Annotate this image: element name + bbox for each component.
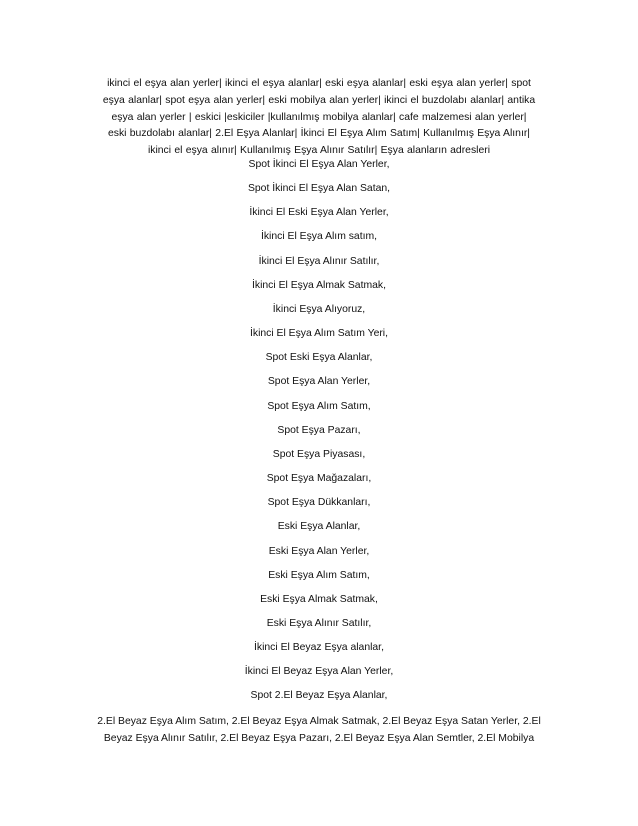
list-item: Spot Eşya Piyasası, <box>272 448 366 460</box>
list-item: Spot Eşya Pazarı, <box>277 424 361 436</box>
paragraph-line: eşya alan yerler | eskici |eskiciler |kullanılmış mobilya alanlar| cafe malzemesi alan yerler| <box>111 111 527 123</box>
list-item: İkinci El Eşya Alım satım, <box>260 231 378 243</box>
paragraph-line: 2.El Beyaz Eşya Alım Satım, 2.El Beyaz Eşya Almak Satmak, 2.El Beyaz Eşya Satan Yerler, 2.El <box>97 716 541 727</box>
list-item: İkinci El Eşya Almak Satmak, <box>252 279 386 291</box>
paragraph-line: ikinci el eşya alan yerler| ikinci el eşya alanlar| eski eşya alanlar| eski eşya alan yerler| spot <box>107 78 531 89</box>
list-item: İkinci El Eşya Alınır Satılır, <box>258 255 380 267</box>
list-item: Spot İkinci El Eşya Alan Yerler, <box>248 159 390 170</box>
paragraph-line: ikinci el eşya alınır| Kullanılmış Eşya Alınır Satılır| Eşya alanların adresleri <box>147 145 491 157</box>
keyword-paragraph <box>78 76 560 160</box>
list-item: Eski Eşya Alınır Satılır, <box>266 617 372 629</box>
list-item: İkinci El Beyaz Eşya Alan Yerler, <box>244 666 394 678</box>
list-item: İkinci El Eşya Alım Satım Yeri, <box>249 328 388 340</box>
list-item: Eski Eşya Alanlar, <box>277 521 361 533</box>
list-item: Spot Eşya Alım Satım, <box>267 400 371 412</box>
list-item: Spot Eşya Alan Yerler, <box>267 376 371 388</box>
paragraph-line: Beyaz Eşya Alınır Satılır, 2.El Beyaz Eşya Pazarı, 2.El Beyaz Eşya Alan Semtler, 2.El Mobilya <box>103 732 535 744</box>
list-item: Spot Eşya Mağazaları, <box>266 473 372 485</box>
paragraph-line: eşya alanlar| spot eşya alan yerler| eski mobilya alan yerler| ikinci el buzdolabı alanlar| antika <box>102 94 536 106</box>
list-item: Spot İkinci El Eşya Alan Satan, <box>247 183 391 195</box>
closing-paragraph <box>78 714 560 748</box>
list-item: Eski Eşya Alım Satım, <box>268 569 370 581</box>
list-item: Eski Eşya Alan Yerler, <box>268 545 370 557</box>
list-item: İkinci Eşya Alıyoruz, <box>272 303 366 315</box>
list-item: Spot 2.El Beyaz Eşya Alanlar, <box>250 690 388 702</box>
list-item: Spot Eşya Dükkanları, <box>267 497 371 509</box>
list-item: Eski Eşya Almak Satmak, <box>260 593 378 605</box>
keyword-list <box>0 153 638 709</box>
paragraph-line: eski buzdolabı alanlar| 2.El Eşya Alanlar| İkinci El Eşya Alım Satım| Kullanılmış Eşya Alınır| <box>108 128 530 140</box>
list-item: Spot Eski Eşya Alanlar, <box>265 352 373 364</box>
list-item: İkinci El Beyaz Eşya alanlar, <box>254 642 384 654</box>
list-item: İkinci El Eski Eşya Alan Yerler, <box>249 207 389 219</box>
